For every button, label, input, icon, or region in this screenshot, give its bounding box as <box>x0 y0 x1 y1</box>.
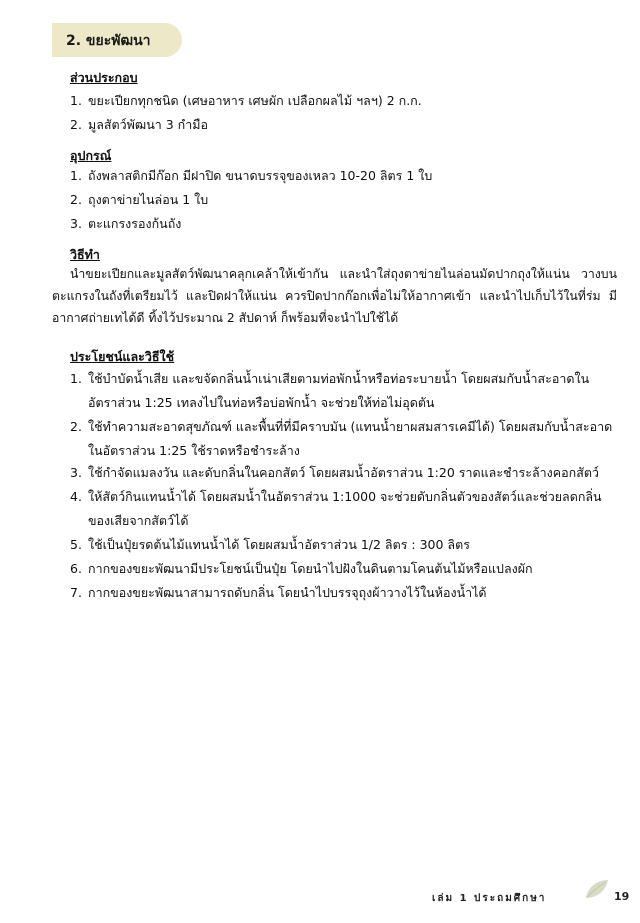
equipment-item <box>70 188 615 212</box>
benefit-item <box>70 581 615 605</box>
method-paragraph: นำขยะเปียกและมูลสัตว์พัฒนาคลุกเคล้าให้เข้ากัน และนำใส่ถุงตาข่ายไนล่อนมัดปากถุงให้แน่น วางบนตะแกรงในถังที่เตรียมไว้ และปิดฝาให้แน่น ควรปิดปากก๊อกเพื่อไม่ให้อากาศเข้า และนำไปเก็บไว้ในที่ร่ม มีอากาศถ่ายเทได้ดี ทิ้งไว้ประมาณ 2 สัปดาห์ ก็พร้อมที่จะนำไปใช้ได้ <box>52 267 617 325</box>
method-heading: วิธีทำ <box>70 247 100 262</box>
benefit-item <box>70 557 615 581</box>
item-number: 2. <box>70 419 82 434</box>
item-text: ตะแกรงรองก้นถัง <box>88 216 182 231</box>
item-number: 7. <box>70 585 82 600</box>
section-title: 2. ขยะพัฒนา <box>66 33 151 49</box>
item-text: ถุงตาข่ายไนล่อน 1 ใบ <box>88 192 209 207</box>
item-number: 1. <box>70 371 82 386</box>
item-text: ให้สัตว์กินแทนน้ำได้ โดยผสมน้ำในอัตราส่วน 1:1000 จะช่วยดับกลิ่นตัวของสัตว์และช่วยลดกลิ่นของเสียจากสัตว์ได้ <box>88 489 602 528</box>
item-text: กากของขยะพัฒนามีประโยชน์เป็นปุ๋ย โดยนำไปฝังในดินตามโคนต้นไม้หรือแปลงผัก <box>88 561 533 576</box>
item-text: ใช้บำบัดน้ำเสีย และขจัดกลิ่นน้ำเน่าเสียตามท่อพักน้ำหรือท่อระบายน้ำ โดยผสมกับน้ำสะอาดในอัตราส่วน 1:25 เทลงไปในท่อหรือบ่อพักน้ำ จะช่วยให้ท่อไม่อุดตัน <box>88 371 590 410</box>
item-number: 1. <box>70 93 82 108</box>
equipment-item <box>70 212 615 236</box>
item-number: 5. <box>70 537 82 552</box>
benefit-item <box>70 485 615 533</box>
item-text: กากของขยะพัฒนาสามารถดับกลิ่น โดยนำไปบรรจุถุงผ้าวางไว้ในห้องน้ำได้ <box>88 585 487 600</box>
item-number: 3. <box>70 465 82 480</box>
equipment-item <box>70 164 615 188</box>
item-text: ใช้เป็นปุ๋ยรดต้นไม้แทนน้ำได้ โดยผสมน้ำอัตราส่วน 1/2 ลิตร : 300 ลิตร <box>88 537 470 552</box>
ingredient-item <box>70 113 615 137</box>
item-text: ใช้กำจัดแมลงวัน และดับกลิ่นในคอกสัตว์ โดยผสมน้ำอัตราส่วน 1:20 ราดและชำระล้างคอกสัตว์ <box>88 465 599 480</box>
leaf-icon <box>584 878 610 900</box>
benefit-item <box>70 461 615 485</box>
item-text: ใช้ทำความสะอาดสุขภัณฑ์ และพื้นที่ที่มีคราบมัน (แทนน้ำยาผสมสารเคมีได้) โดยผสมกับน้ำสะอาดในอัตราส่วน 1:25 ใช้ราดหรือชำระล้าง <box>88 419 613 458</box>
benefit-item <box>70 415 615 463</box>
item-number: 2. <box>70 192 82 207</box>
item-number: 2. <box>70 117 82 132</box>
item-number: 3. <box>70 216 82 231</box>
benefit-item <box>70 367 615 415</box>
benefits-heading: ประโยชน์และวิธีใช้ <box>70 349 175 364</box>
item-text: ขยะเปียกทุกชนิด (เศษอาหาร เศษผัก เปลือกผลไม้ ฯลฯ) 2 ก.ก. <box>88 93 422 108</box>
item-number: 4. <box>70 489 82 504</box>
footer-book-label: เล่ม 1 ประถมศึกษา <box>432 893 547 904</box>
ingredient-item <box>70 89 615 113</box>
page-number: 19 <box>614 890 630 903</box>
item-number: 6. <box>70 561 82 576</box>
ingredients-heading: ส่วนประกอบ <box>70 70 138 85</box>
benefit-item <box>70 533 615 557</box>
item-text: มูลสัตว์พัฒนา 3 กำมือ <box>88 117 208 132</box>
equipment-heading: อุปกรณ์ <box>70 148 112 163</box>
item-number: 1. <box>70 168 82 183</box>
item-text: ถังพลาสติกมีก๊อก มีฝาปิด ขนาดบรรจุของเหลว 10-20 ลิตร 1 ใบ <box>88 168 433 183</box>
